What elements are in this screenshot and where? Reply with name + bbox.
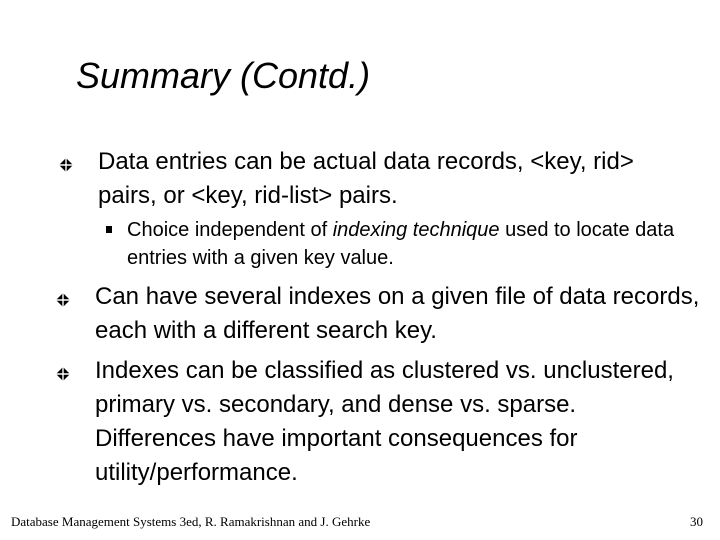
bullet-text: Indexes can be classified as clustered vs. unclustered, primary vs. secondary, and dense vs. sparse. Differences have important consequences for utility/performance.	[95, 357, 674, 486]
sub-bullet-text	[106, 216, 696, 272]
page-number: 30	[690, 514, 703, 529]
diamond-bullet-icon	[55, 292, 71, 308]
sub-bullet-text-end: used to locate data entries with a given key value.	[127, 219, 675, 269]
bullet-item	[55, 354, 700, 490]
sub-bullet-item	[106, 216, 696, 272]
diamond-bullet-icon	[58, 157, 74, 173]
bullet-item	[55, 280, 700, 348]
slide-title: Summary (Contd.)	[76, 55, 371, 96]
sub-bullet-emphasis: indexing technique	[332, 219, 500, 241]
square-bullet-icon	[106, 226, 112, 233]
bullet-item	[58, 145, 698, 213]
footer-source: Database Management Systems 3ed, R. Ramakrishnan and J. Gehrke	[11, 514, 371, 529]
sub-bullet-text-start: Choice independent of	[127, 219, 333, 241]
diamond-bullet-icon	[55, 366, 71, 382]
bullet-text: Data entries can be actual data records, <key, rid> pairs, or <key, rid-list> pairs.	[98, 148, 634, 209]
bullet-text: Can have several indexes on a given file of data records, each with a different search key.	[95, 283, 700, 344]
